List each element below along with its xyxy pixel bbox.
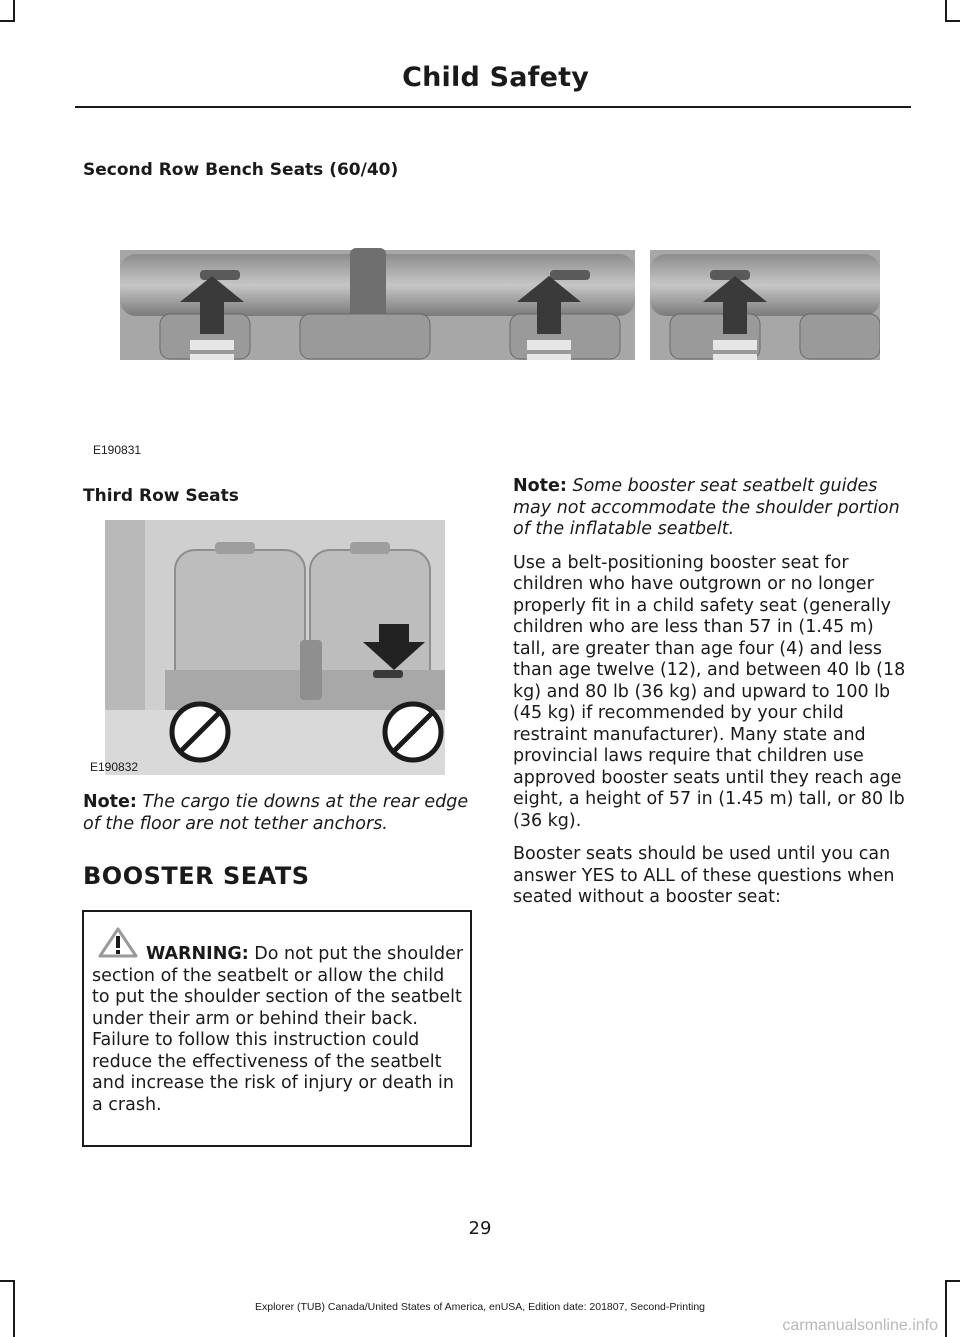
section-title-third-row: Third Row Seats xyxy=(83,486,239,506)
booster-paragraph-2: Booster seats should be used until you can answer YES to ALL of these questions when seated without a booster seat: xyxy=(513,844,895,907)
crop-mark-top-left xyxy=(13,0,15,20)
booster-paragraph-1: Use a belt-positioning booster seat for children who have outgrown or no longer properly fit in a child safety seat (generally children who are less than 57 in (1.45 m) tall, are greater than age four (4) and less than age twelve (12), and between 40 lb (18 kg) and 80 lb (36 kg) and upward to 100 lb (45 kg) if recommended by your child restraint manufacturer). Many state and provincial laws require that children use approved booster seats until they reach age eight, a height of 57 in (1.45 m) tall, or 80 lb (36 kg). xyxy=(513,552,906,831)
warning-label: WARNING: xyxy=(146,944,249,964)
figure-code-e190832: E190832 xyxy=(90,760,139,774)
crop-mark-bottom-right xyxy=(945,1280,960,1282)
edition-footer: Explorer (TUB) Canada/United States of America, enUSA, Edition date: 201807, Second-Printing xyxy=(255,1301,705,1313)
left-note xyxy=(83,792,473,835)
note-text: The cargo tie downs at the rear edge of the floor are not tether anchors. xyxy=(83,792,469,834)
watermark: carmanualsonline.info xyxy=(782,1317,938,1334)
crop-mark-bottom-left xyxy=(0,1280,15,1282)
crop-mark-top-right xyxy=(945,20,960,22)
right-note xyxy=(513,476,907,541)
note-text: Some booster seat seatbelt guides may not accommodate the shoulder portion of the inflatable seatbelt. xyxy=(513,476,900,539)
note-label: Note: xyxy=(83,792,137,812)
page-number: 29 xyxy=(468,1218,492,1239)
section-title-second-row: Second Row Bench Seats (60/40) xyxy=(83,160,399,180)
header-divider xyxy=(75,106,911,108)
crop-mark-top-left xyxy=(0,20,15,22)
booster-seats-heading: BOOSTER SEATS xyxy=(83,862,310,890)
warning-body: Do not put the shoulder section of the seatbelt or allow the child to put the shoulder section of the seatbelt under their arm or behind their back. Failure to follow this instruction could reduce the effectiveness of the seatbelt and increase the risk of injury or death in a crash. xyxy=(92,944,464,1115)
prohibited-icon xyxy=(385,704,441,760)
crop-mark-top-right xyxy=(945,0,947,20)
warning-box xyxy=(82,910,472,1147)
right-column xyxy=(513,476,907,921)
page-header-title: Child Safety xyxy=(402,62,589,93)
third-row-seats-illustration xyxy=(105,520,445,775)
second-row-seats-illustration xyxy=(120,240,880,380)
warning-text-block xyxy=(92,944,466,1116)
prohibited-icon xyxy=(172,704,228,760)
figure-code-e190831: E190831 xyxy=(93,443,142,457)
note-label: Note: xyxy=(513,476,567,496)
